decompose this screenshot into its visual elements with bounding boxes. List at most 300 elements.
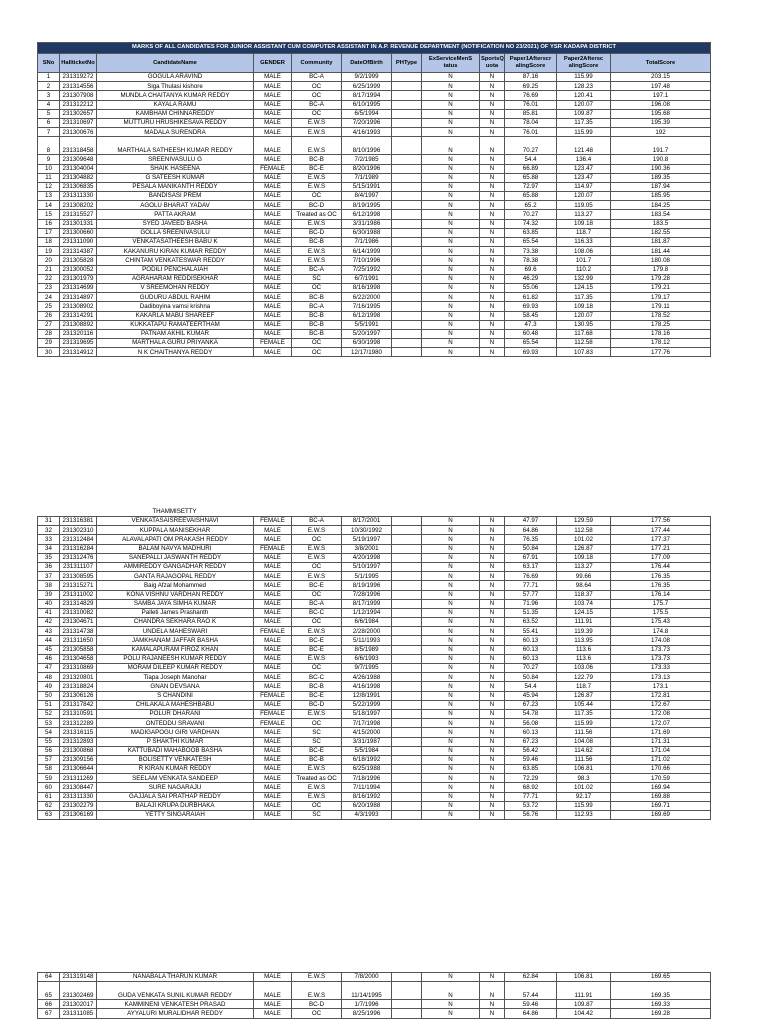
cell-phtype [392,155,422,164]
cell-paper2-score: 103.74 [557,599,611,608]
cell-dob: 2/28/2000 [342,627,392,636]
cell-community: OC [292,618,342,627]
cell-hallticket: 231302657 [60,109,97,118]
cell-sno: 55 [38,737,60,746]
cell-candidate-name: V SREEMOHAN REDDY [97,283,254,292]
cell-dob: 9/2/1999 [342,73,392,82]
cell-community: OC [292,339,342,348]
cell-gender: MALE [254,228,292,237]
cell-sno: 57 [38,755,60,764]
cell-total-score: 179.21 [611,283,711,292]
cell-hallticket: 231311330 [60,792,97,801]
cell-exservicemen: N [422,544,480,553]
cell-paper1-score: 60.13 [505,654,557,663]
cell-paper1-score: 65.54 [505,339,557,348]
cell-candidate-name: Siga Thulasi kishore [97,82,254,91]
cell-dob: 6/30/1988 [342,228,392,237]
table-row [38,256,711,265]
cell-dob: 6/7/1991 [342,274,392,283]
cell-paper2-score: 112.58 [557,526,611,535]
cell-hallticket: 231311269 [60,774,97,783]
cell-hallticket: 231311107 [60,562,97,571]
cell-sno: 26 [38,311,60,320]
name-continuation-text: THAMMISETTY [152,508,197,515]
cell-total-score: 169.71 [611,801,711,810]
cell-exservicemen: N [422,311,480,320]
cell-exservicemen: N [422,100,480,109]
cell-hallticket: 231308902 [60,302,97,311]
cell-dob: 5/18/1997 [342,709,392,718]
cell-dob: 11/14/1995 [342,982,392,1000]
cell-dob: 7/2/1985 [342,155,392,164]
cell-dob: 8/19/1995 [342,201,392,210]
cell-paper2-score: 136.4 [557,155,611,164]
cell-paper1-score: 70.27 [505,664,557,673]
cell-exservicemen: N [422,91,480,100]
cell-total-score: 171.69 [611,728,711,737]
cell-gender: MALE [254,348,292,357]
cell-paper2-score: 103.06 [557,664,611,673]
cell-community: E.W.S [292,627,342,636]
cell-phtype [392,973,422,982]
cell-total-score: 173.33 [611,664,711,673]
cell-paper2-score: 115.99 [557,801,611,810]
cell-sno: 16 [38,219,60,228]
cell-dob: 6/10/1995 [342,100,392,109]
cell-community: SC [292,728,342,737]
table-row [38,590,711,599]
cell-candidate-name: MARTHALA GURU PRIYANKA [97,339,254,348]
cell-paper1-score: 63.85 [505,228,557,237]
cell-gender: MALE [254,645,292,654]
cell-paper1-score: 76.01 [505,128,557,137]
cell-gender: MALE [254,664,292,673]
cell-total-score: 174.08 [611,636,711,645]
cell-hallticket: 231302017 [60,1000,97,1009]
cell-exservicemen: N [422,755,480,764]
cell-community: BC-B [292,293,342,302]
cell-paper1-score: 57.77 [505,590,557,599]
cell-paper1-score: 72.97 [505,182,557,191]
cell-hallticket: 231310591 [60,709,97,718]
cell-exservicemen: N [422,238,480,247]
cell-paper2-score: 111.91 [557,982,611,1000]
cell-hallticket: 231309648 [60,155,97,164]
cell-phtype [392,709,422,718]
cell-sports-quota: N [480,719,505,728]
cell-exservicemen: N [422,73,480,82]
cell-total-score: 179.8 [611,265,711,274]
cell-gender: MALE [254,118,292,127]
cell-hallticket: 231314897 [60,293,97,302]
cell-phtype [392,293,422,302]
cell-dob: 8/16/1992 [342,792,392,801]
cell-total-score: 187.94 [611,182,711,191]
table-row [38,128,711,137]
cell-paper2-score: 117.35 [557,293,611,302]
cell-paper1-score: 50.84 [505,544,557,553]
cell-community: OC [292,1009,342,1018]
cell-phtype [392,82,422,91]
table-row [38,535,711,544]
cell-dob: 6/18/1992 [342,755,392,764]
cell-hallticket: 231319148 [60,973,97,982]
cell-community: E.W.S [292,173,342,182]
cell-sno: 19 [38,247,60,256]
cell-sports-quota: N [480,192,505,201]
cell-gender: MALE [254,329,292,338]
cell-sno: 47 [38,664,60,673]
cell-total-score: 179.28 [611,274,711,283]
cell-dob: 7/1/1986 [342,238,392,247]
cell-candidate-name: ONTEDDU SRAVANI [97,719,254,728]
cell-paper2-score: 120.41 [557,91,611,100]
cell-paper2-score: 124.15 [557,608,611,617]
cell-gender: MALE [254,774,292,783]
cell-paper1-score: 85.81 [505,109,557,118]
cell-gender: MALE [254,783,292,792]
cell-hallticket: 231308447 [60,783,97,792]
header-sno: SNo [38,54,60,73]
cell-sports-quota: N [480,599,505,608]
cell-paper2-score: 113.6 [557,654,611,663]
cell-exservicemen: N [422,320,480,329]
table-row [38,553,711,562]
cell-paper1-score: 60.13 [505,728,557,737]
cell-hallticket: 231300660 [60,228,97,237]
cell-paper1-score: 78.38 [505,256,557,265]
table-row [38,673,711,682]
cell-dob: 8/10/1996 [342,137,392,155]
cell-dob: 4/20/1998 [342,553,392,562]
table-row [38,293,711,302]
cell-paper1-score: 64.86 [505,526,557,535]
cell-total-score: 183.54 [611,210,711,219]
table-row [38,709,711,718]
cell-community: E.W.S [292,219,342,228]
cell-hallticket: 231320116 [60,329,97,338]
cell-sports-quota: N [480,544,505,553]
table-row [38,618,711,627]
cell-hallticket: 231308892 [60,320,97,329]
cell-total-score: 190.36 [611,164,711,173]
cell-sno: 60 [38,783,60,792]
header-phtype: PHType [392,54,422,73]
cell-paper1-score: 76.69 [505,572,557,581]
cell-candidate-name: JAMKHANAM JAFFAR BASHA [97,636,254,645]
cell-exservicemen: N [422,535,480,544]
cell-sno: 2 [38,82,60,91]
cell-candidate-name: VENKATASAISREEVAISHNAVI [97,517,254,526]
cell-sno: 3 [38,91,60,100]
cell-phtype [392,320,422,329]
cell-exservicemen: N [422,709,480,718]
cell-hallticket: 231311330 [60,192,97,201]
cell-candidate-name: MADIGAPOGU GIRI VARDHAN [97,728,254,737]
cell-gender: MALE [254,755,292,764]
cell-gender: FEMALE [254,544,292,553]
cell-community: BC-B [292,155,342,164]
cell-sports-quota: N [480,311,505,320]
cell-community: OC [292,109,342,118]
table-row [38,109,711,118]
cell-gender: MALE [254,265,292,274]
cell-total-score: 171.02 [611,755,711,764]
table-row [38,783,711,792]
cell-community: BC-A [292,599,342,608]
cell-gender: FEMALE [254,691,292,700]
cell-gender: MALE [254,811,292,820]
cell-paper1-score: 67.23 [505,737,557,746]
cell-hallticket: 231318824 [60,682,97,691]
cell-gender: MALE [254,274,292,283]
cell-sports-quota: N [480,526,505,535]
cell-sports-quota: N [480,238,505,247]
cell-phtype [392,91,422,100]
cell-candidate-name: KAMMINENI VENKATESH PRASAD [97,1000,254,1009]
cell-dob: 7/20/1996 [342,118,392,127]
cell-exservicemen: N [422,228,480,237]
cell-total-score: 177.09 [611,553,711,562]
header-row [38,54,711,73]
cell-gender: MALE [254,73,292,82]
cell-community: BC-B [292,238,342,247]
cell-sports-quota: N [480,228,505,237]
cell-total-score: 170.66 [611,765,711,774]
cell-total-score: 195.39 [611,118,711,127]
table-row [38,118,711,127]
cell-total-score: 172.08 [611,709,711,718]
cell-exservicemen: N [422,572,480,581]
cell-sports-quota: N [480,572,505,581]
cell-paper1-score: 77.71 [505,581,557,590]
cell-sno: 21 [38,265,60,274]
cell-sno: 1 [38,73,60,82]
table-row [38,210,711,219]
cell-paper1-score: 47.97 [505,517,557,526]
cell-candidate-name: SYED JAVEED BASHA [97,219,254,228]
cell-sports-quota: N [480,664,505,673]
cell-paper2-score: 119.05 [557,201,611,210]
cell-paper2-score: 110.2 [557,265,611,274]
cell-dob: 6/6/1984 [342,618,392,627]
cell-exservicemen: N [422,728,480,737]
cell-dob: 5/20/1997 [342,329,392,338]
cell-candidate-name: SEELAM VENKATA SANDEEP [97,774,254,783]
cell-candidate-name: Tiapa Joseph Manohar [97,673,254,682]
cell-sports-quota: N [480,293,505,302]
cell-paper1-score: 54.4 [505,155,557,164]
cell-paper2-score: 120.07 [557,192,611,201]
cell-paper1-score: 69.25 [505,82,557,91]
cell-hallticket: 231312212 [60,100,97,109]
cell-paper1-score: 74.32 [505,219,557,228]
cell-dob: 7/28/1996 [342,590,392,599]
cell-hallticket: 231300868 [60,746,97,755]
cell-dob: 6/25/1999 [342,82,392,91]
cell-hallticket: 231317842 [60,700,97,709]
cell-community: OC [292,91,342,100]
table-row [38,801,711,810]
table-row [38,302,711,311]
cell-dob: 1/12/1994 [342,608,392,617]
cell-paper1-score: 68.92 [505,783,557,792]
cell-gender: MALE [254,553,292,562]
cell-exservicemen: N [422,973,480,982]
cell-hallticket: 231312476 [60,553,97,562]
cell-candidate-name: AMMIREDDY GANGADHAR REDDY [97,562,254,571]
cell-hallticket: 231312893 [60,737,97,746]
cell-hallticket: 231316284 [60,544,97,553]
cell-total-score: 192 [611,128,711,137]
cell-paper1-score: 70.27 [505,210,557,219]
cell-dob: 12/17/1980 [342,348,392,357]
cell-hallticket: 231307908 [60,91,97,100]
cell-sports-quota: N [480,654,505,663]
cell-paper2-score: 109.18 [557,553,611,562]
cell-paper2-score: 104.42 [557,1009,611,1018]
cell-community: E.W.S [292,526,342,535]
table-row [38,182,711,191]
table-row [38,792,711,801]
cell-gender: MALE [254,109,292,118]
cell-sports-quota: N [480,673,505,682]
cell-dob: 8/17/1999 [342,599,392,608]
cell-paper2-score: 118.7 [557,228,611,237]
cell-phtype [392,645,422,654]
cell-total-score: 179.17 [611,293,711,302]
cell-phtype [392,238,422,247]
cell-paper1-score: 47.3 [505,320,557,329]
cell-sports-quota: N [480,265,505,274]
header-sports-quota: SportsQ uota [480,54,505,73]
cell-gender: MALE [254,293,292,302]
table-row [38,173,711,182]
cell-candidate-name: GUDA VENKATA SUNIL KUMAR REDDY [97,982,254,1000]
cell-paper2-score: 115.99 [557,73,611,82]
cell-dob: 6/20/1988 [342,801,392,810]
cell-exservicemen: N [422,982,480,1000]
cell-sports-quota: N [480,700,505,709]
cell-sports-quota: N [480,82,505,91]
cell-candidate-name: R KIRAN KUMAR REDDY [97,765,254,774]
cell-paper2-score: 123.47 [557,173,611,182]
cell-sports-quota: N [480,1000,505,1009]
cell-hallticket: 231302310 [60,526,97,535]
cell-paper2-score: 108.06 [557,247,611,256]
cell-candidate-name: ALAVALAPATI OM PRAKASH REDDY [97,535,254,544]
cell-sno: 45 [38,645,60,654]
cell-sports-quota: N [480,746,505,755]
cell-paper2-score: 124.15 [557,283,611,292]
cell-exservicemen: N [422,182,480,191]
cell-community: E.W.S [292,553,342,562]
table-row [38,329,711,338]
cell-phtype [392,265,422,274]
table-row [38,311,711,320]
cell-gender: MALE [254,302,292,311]
cell-gender: MALE [254,572,292,581]
cell-total-score: 169.88 [611,792,711,801]
cell-sno: 67 [38,1009,60,1018]
cell-gender: MALE [254,238,292,247]
cell-dob: 5/11/1993 [342,636,392,645]
cell-hallticket: 231301979 [60,274,97,283]
cell-hallticket: 231305828 [60,256,97,265]
cell-candidate-name: NANABALA THARUN KUMAR [97,973,254,982]
cell-phtype [392,783,422,792]
cell-paper2-score: 111.91 [557,618,611,627]
cell-community: E.W.S [292,654,342,663]
cell-sno: 11 [38,173,60,182]
cell-community: BC-D [292,700,342,709]
cell-candidate-name: AYYALURI MURALIDHAR REDDY [97,1009,254,1018]
cell-dob: 5/1/1995 [342,572,392,581]
cell-hallticket: 231301331 [60,219,97,228]
table-row [38,100,711,109]
cell-sports-quota: N [480,155,505,164]
cell-gender: MALE [254,320,292,329]
cell-paper2-score: 123.47 [557,164,611,173]
cell-gender: MALE [254,728,292,737]
cell-sno: 30 [38,348,60,357]
cell-candidate-name: MUTTURU HRUSHIKESAVA REDDY [97,118,254,127]
cell-paper2-score: 130.95 [557,320,611,329]
cell-paper1-score: 62.84 [505,973,557,982]
cell-paper2-score: 128.23 [557,82,611,91]
cell-paper2-score: 101.02 [557,535,611,544]
table-row [38,581,711,590]
cell-exservicemen: N [422,608,480,617]
cell-dob: 8/4/1997 [342,192,392,201]
cell-community: BC-A [292,73,342,82]
cell-paper2-score: 104.08 [557,737,611,746]
cell-sno: 42 [38,618,60,627]
cell-phtype [392,182,422,191]
cell-paper2-score: 101.7 [557,256,611,265]
cell-sno: 39 [38,590,60,599]
cell-sno: 7 [38,128,60,137]
cell-total-score: 189.35 [611,173,711,182]
cell-hallticket: 231319272 [60,73,97,82]
cell-hallticket: 231304658 [60,654,97,663]
cell-paper2-score: 98.64 [557,581,611,590]
cell-community: E.W.S [292,128,342,137]
cell-community: SC [292,737,342,746]
cell-phtype [392,792,422,801]
cell-hallticket: 231314387 [60,247,97,256]
table-row [38,228,711,237]
cell-paper1-score: 59.46 [505,755,557,764]
cell-community: OC [292,801,342,810]
cell-sports-quota: N [480,302,505,311]
cell-gender: MALE [254,247,292,256]
table-row [38,526,711,535]
cell-sports-quota: N [480,348,505,357]
cell-phtype [392,673,422,682]
cell-sno: 62 [38,801,60,810]
cell-hallticket: 231305858 [60,645,97,654]
cell-dob: 5/5/1991 [342,320,392,329]
cell-dob: 6/12/1998 [342,210,392,219]
cell-phtype [392,73,422,82]
cell-total-score: 181.87 [611,238,711,247]
cell-paper1-score: 59.46 [505,1000,557,1009]
cell-paper1-score: 78.04 [505,118,557,127]
cell-total-score: 180.08 [611,256,711,265]
table-row [38,544,711,553]
table-row [38,982,711,1000]
